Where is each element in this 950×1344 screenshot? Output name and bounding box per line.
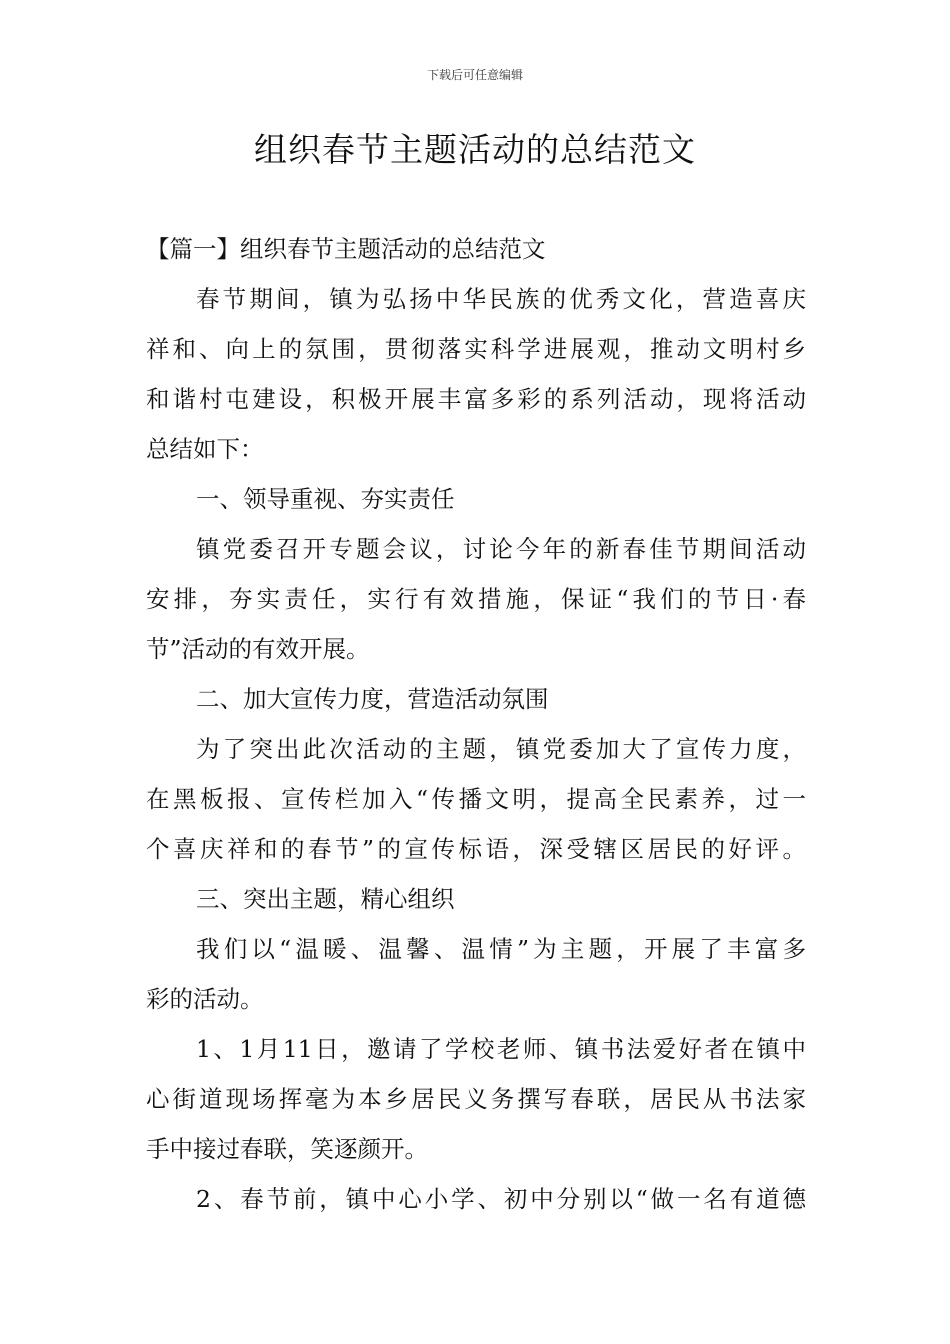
paragraph-line: 在黑板报、宣传栏加入“传播文明，提高全民素养，过一	[146, 785, 806, 813]
document-body	[146, 224, 806, 1224]
paragraph-line: 春节期间，镇为弘扬中华民族的优秀文化，营造喜庆	[196, 285, 806, 313]
paragraph-line: 镇党委召开专题会议，讨论今年的新春佳节期间活动	[196, 535, 806, 563]
list-item-line: 心街道现场挥毫为本乡居民义务撰写春联，居民从书法家	[146, 1085, 806, 1113]
list-item-line: 2、春节前，镇中心小学、初中分别以“做一名有道德	[196, 1185, 806, 1213]
paragraph-line: 我们以“温暖、温馨、温情”为主题，开展了丰富多	[196, 935, 806, 963]
section-heading: 【篇一】组织春节主题活动的总结范文	[146, 235, 546, 263]
subsection-heading: 三、突出主题，精心组织	[196, 885, 455, 913]
subsection-heading: 一、领导重视、夯实责任	[196, 485, 455, 513]
paragraph-line: 个喜庆祥和的春节”的宣传标语，深受辖区居民的好评。	[146, 835, 806, 863]
document-title: 组织春节主题活动的总结范文	[254, 130, 696, 169]
paragraph-line: 总结如下：	[146, 435, 264, 463]
page-header-note: 下载后可任意编辑	[426, 68, 523, 82]
paragraph-line: 节”活动的有效开展。	[146, 635, 370, 663]
paragraph-line: 和谐村屯建设，积极开展丰富多彩的系列活动，现将活动	[146, 385, 806, 413]
subsection-heading: 二、加大宣传力度，营造活动氛围	[196, 685, 549, 713]
list-item-line: 1、1月11日，邀请了学校老师、镇书法爱好者在镇中	[196, 1035, 806, 1063]
list-item-line: 手中接过春联，笑逐颜开。	[146, 1135, 428, 1163]
paragraph-line: 彩的活动。	[146, 985, 264, 1013]
paragraph-line: 祥和、向上的氛围，贯彻落实科学进展观，推动文明村乡	[146, 335, 806, 363]
paragraph-line: 为了突出此次活动的主题，镇党委加大了宣传力度，	[196, 735, 806, 763]
paragraph-line: 安排，夯实责任，实行有效措施，保证“我们的节日·春	[146, 585, 806, 613]
